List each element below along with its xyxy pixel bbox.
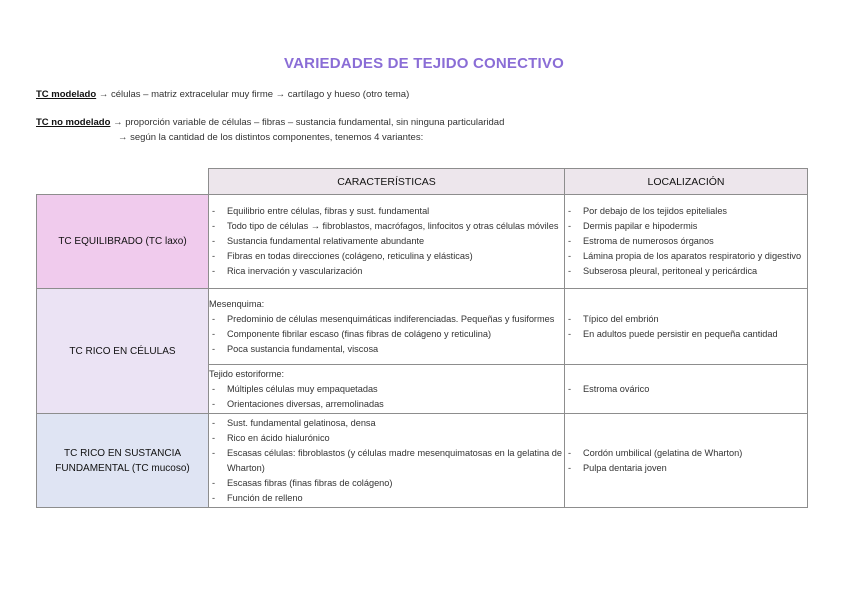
header-localizacion: LOCALIZACIÓN [565,169,808,195]
caracteristicas-list [209,312,564,357]
header-blank-cell [37,169,209,195]
list-item: - En adultos puede persistir en pequeña cantidad [565,327,807,342]
list-item: - Todo tipo de células → fibroblastos, macrófagos, linfocitos y otras células móviles [209,219,564,234]
list-item: - Escasas células: fibroblastos (y células madre mesenquimatosas en la gelatina de Wharton) [209,446,564,476]
table-header-row [37,169,808,195]
subsection-title: Tejido estoriforme: [209,368,285,379]
list-item: - Predominio de células mesenquimáticas indiferenciadas. Pequeñas y fusiformes [209,312,564,327]
list-item: - Escasas fibras (finas fibras de colágeno) [209,476,564,491]
localizacion-list [565,204,807,279]
localizacion-cell [565,414,808,508]
table-row [37,414,808,508]
caracteristicas-list [209,382,564,412]
list-item: - Rica inervación y vascularización [209,264,564,279]
list-item: - Dermis papilar e hipodermis [565,219,807,234]
list-item: - Sustancia fundamental relativamente abundante [209,234,564,249]
row-label-tc-rico-celulas: TC RICO EN CÉLULAS [37,289,209,414]
caracteristicas-cell [209,365,565,414]
localizacion-list [565,312,807,342]
list-item: - Típico del embrión [565,312,807,327]
table-row [37,289,808,365]
tc-no-modelado-line [36,117,504,128]
caracteristicas-list [209,416,564,506]
list-item: - Equilibrio entre células, fibras y sust. fundamental [209,204,564,219]
list-item: - Estroma ovárico [565,382,807,397]
list-item: - Pulpa dentaria joven [565,461,807,476]
localizacion-cell [565,195,808,289]
caracteristicas-cell [209,195,565,289]
page-title: VARIEDADES DE TEJIDO CONECTIVO [284,55,564,72]
list-item: - Orientaciones diversas, arremolinadas [209,397,564,412]
list-item: - Múltiples células muy empaquetadas [209,382,564,397]
caracteristicas-cell [209,414,565,508]
list-item: - Estroma de numerosos órganos [565,234,807,249]
localizacion-cell [565,365,808,414]
row-label-tc-rico-sustancia: TC RICO EN SUSTANCIA FUNDAMENTAL (TC mucoso) [37,414,209,508]
header-caracteristicas: CARACTERÍSTICAS [209,169,565,195]
row-label-tc-equilibrado: TC EQUILIBRADO (TC laxo) [37,195,209,289]
subsection-title: Mesenquima: [209,298,265,309]
tc-modelado-line [36,89,409,100]
tc-no-modelado-text2: → según la cantidad de los distintos componentes, tenemos 4 variantes: [118,132,424,143]
list-item: - Función de relleno [209,491,564,506]
list-item: - Rico en ácido hialurónico [209,431,564,446]
list-item: - Lámina propia de los aparatos respiratorio y digestivo [565,249,807,264]
list-item: - Poca sustancia fundamental, viscosa [209,342,564,357]
table-row [37,195,808,289]
list-item: - Componente fibrilar escaso (finas fibras de colágeno y reticulina) [209,327,564,342]
list-item: - Sust. fundamental gelatinosa, densa [209,416,564,431]
list-item: - Fibras en todas direcciones (colágeno, reticulina y elásticas) [209,249,564,264]
tc-modelado-label: TC modelado [36,89,97,100]
tc-no-modelado-label: TC no modelado [36,117,111,128]
tc-no-modelado-text: → proporción variable de células – fibras – sustancia fundamental, sin ninguna particularidad [113,117,505,128]
list-item: - Cordón umbilical (gelatina de Wharton) [565,446,807,461]
tissue-table [36,168,808,508]
caracteristicas-cell [209,289,565,365]
localizacion-cell [565,289,808,365]
list-item: - Subserosa pleural, peritoneal y pericárdica [565,264,807,279]
localizacion-list [565,382,807,397]
tc-modelado-text: → células – matriz extracelular muy firme → cartílago y hueso (otro tema) [98,89,410,100]
localizacion-list [565,446,807,476]
caracteristicas-list [209,204,564,279]
list-item: - Por debajo de los tejidos epiteliales [565,204,807,219]
